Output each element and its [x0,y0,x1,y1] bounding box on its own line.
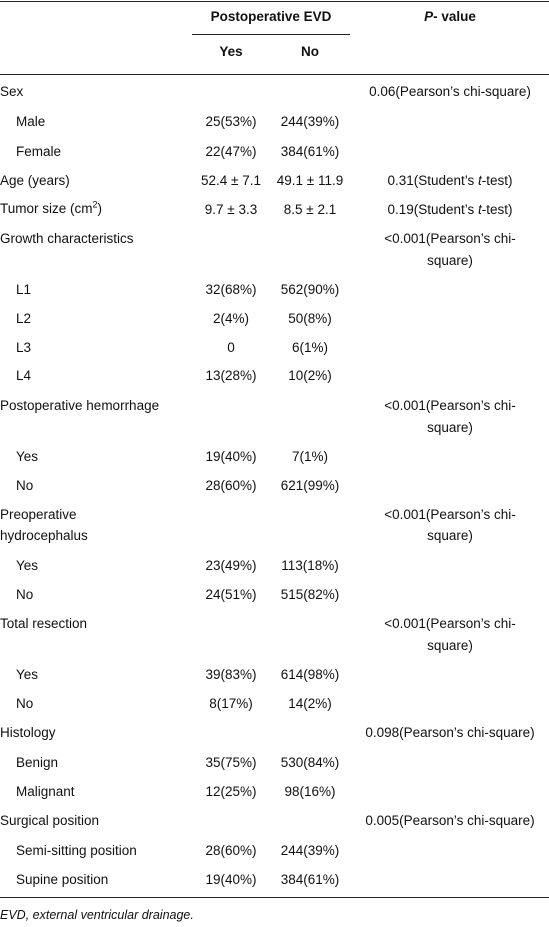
yes-value: 13(28%) [205,368,257,383]
no-value: 515(82%) [280,587,340,602]
row-label: L4 [16,368,32,383]
row-label: Histology [0,725,56,740]
no-value: 621(99%) [280,478,340,493]
row-label: Growth characteristics [0,231,134,246]
no-value: 384(61%) [280,144,340,159]
p-value: 0.31(Student’s t-test) [387,173,513,188]
row-label: Yes [16,449,39,464]
row-label: Tumor size $(cm^2)$ [0,199,103,216]
row-label: Total resection [0,616,88,631]
top-rule [0,1,549,2]
yes-value: 35(75%) [205,755,257,770]
p-value: <0.001(Pearson’s chi- [384,231,516,246]
header-bottom-rule [0,74,549,75]
yes-value: 39(83%) [205,667,257,682]
pvalue-header: P- value [424,9,476,24]
yes-value: 25(53%) [205,114,257,129]
p-value: <0.001(Pearson’s chi- [384,507,516,522]
yes-value: 28(60%) [205,478,257,493]
row-label: No [16,696,34,711]
no-value: 50(8%) [288,311,332,326]
no-value: 562(90%) [280,282,340,297]
col-yes-header: Yes [219,44,243,59]
group-header: Postoperative EVD [210,9,332,24]
p-value: <0.001(Pearson’s chi- [384,616,516,631]
p-value: 0.06(Pearson’s chi-square) [369,84,531,99]
row-label: Female [16,144,62,159]
row-label: Surgical position [0,813,100,828]
row-label: Semi-sitting position [16,843,137,858]
no-value: 113(18%) [281,558,339,573]
no-value: 244(39%) [280,114,340,129]
yes-value: 2(4%) [212,311,249,326]
row-label: Malignant [16,784,75,799]
no-value: 530(84%) [280,755,340,770]
yes-value: 9.7 ± 3.3 [204,202,258,217]
yes-value: 19(40%) [205,872,257,887]
yes-value: 8(17%) [209,696,253,711]
row-label: Male [16,114,46,129]
yes-value: 12(25%) [205,784,257,799]
group-rule [192,34,350,35]
yes-value: 0 [227,340,235,355]
yes-value: 52.4 ± 7.1 [201,173,261,188]
no-value: 98(16%) [284,784,336,799]
table-bottom-rule [0,897,549,898]
row-label: Sex [0,84,24,99]
yes-value: 23(49%) [205,558,257,573]
p-value-cont: square) [427,528,473,543]
no-value: 614(98%) [280,667,340,682]
p-value: <0.001(Pearson’s chi- [384,398,516,413]
p-value-cont: square) [427,253,473,268]
no-value: 49.1 ± 11.9 [276,173,344,188]
row-label: No [16,478,34,493]
row-label: Preoperative [0,507,77,522]
row-label: Benign [16,755,59,770]
row-label: Yes [16,667,39,682]
row-label: L3 [16,340,32,355]
row-label: L1 [16,282,32,297]
no-value: 7(1%) [291,449,328,464]
row-label: L2 [16,311,32,326]
yes-value: 28(60%) [205,843,257,858]
no-value: 14(2%) [288,696,332,711]
yes-value: 32(68%) [205,282,257,297]
row-label: Postoperative hemorrhage [0,398,160,413]
yes-value: 24(51%) [205,587,257,602]
yes-value: 22(47%) [205,144,257,159]
row-label-cont: hydrocephalus [0,528,88,543]
p-value: 0.005(Pearson’s chi-square) [365,813,535,828]
row-label: No [16,587,34,602]
no-value: 8.5 ± 2.1 [283,202,337,217]
p-value: 0.098(Pearson’s chi-square) [365,725,535,740]
no-value: 244(39%) [280,843,340,858]
table-footnote: EVD, external ventricular drainage. [0,908,194,922]
no-value: 384(61%) [280,872,340,887]
row-label: Supine position [16,872,109,887]
row-label: Age (years) [0,173,70,188]
no-value: 10(2%) [288,368,332,383]
yes-value: 19(40%) [205,449,257,464]
p-value-cont: square) [427,420,473,435]
p-value: 0.19(Student’s t-test) [387,202,513,217]
row-label: Yes [16,558,39,573]
p-value-cont: square) [427,638,473,653]
col-no-header: No [301,44,319,59]
no-value: 6(1%) [291,340,328,355]
